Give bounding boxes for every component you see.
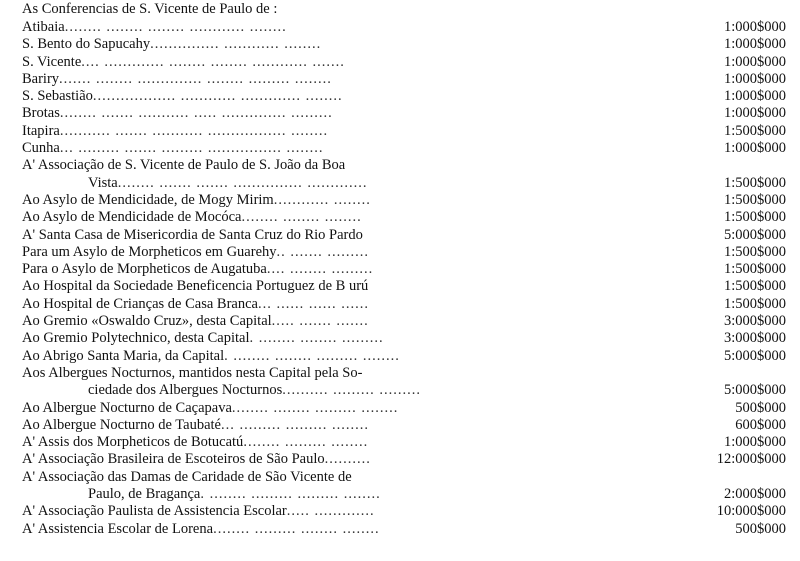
item-amount: 1:500$000 bbox=[723, 243, 786, 260]
item-label: A' Associação de S. Vicente de Paulo de S. João da Boa bbox=[22, 157, 346, 174]
item-label: S. Bento do Sapucahy bbox=[22, 36, 151, 53]
donation-list bbox=[22, 19, 788, 538]
item-label: Atibaia bbox=[22, 19, 65, 35]
item-amount: 2:000$000 bbox=[723, 486, 786, 503]
item-amount: 5:000$000 bbox=[723, 347, 786, 364]
list-item bbox=[22, 503, 788, 520]
item-amount: 1:000$000 bbox=[723, 140, 786, 157]
dot-leader: ..... ....... ....... bbox=[271, 313, 369, 330]
dot-leader: ..... ............. bbox=[286, 503, 375, 520]
list-item bbox=[22, 434, 788, 451]
item-label: Ao Gremio Polytechnico, desta Capital bbox=[22, 330, 250, 347]
item-label: A' Santa Casa de Misericordia de Santa Cruz do Rio Pardo bbox=[22, 226, 363, 243]
dot-leader: ........ ........ ........ bbox=[241, 209, 362, 226]
item-label: A' Assis dos Morpheticos de Botucatú bbox=[22, 434, 244, 451]
list-item bbox=[22, 54, 788, 71]
item-amount: 1:000$000 bbox=[723, 19, 786, 35]
item-amount: 12:000$000 bbox=[716, 451, 786, 468]
item-amount: 1:000$000 bbox=[723, 88, 786, 105]
list-item bbox=[22, 382, 788, 399]
item-amount: 600$000 bbox=[735, 416, 786, 433]
list-heading: As Conferencias de S. Vicente de Paulo de : bbox=[22, 1, 278, 17]
item-amount: 1:500$000 bbox=[723, 295, 786, 312]
item-amount: 1:500$000 bbox=[723, 122, 786, 139]
item-amount: 1:500$000 bbox=[723, 174, 786, 191]
list-item bbox=[22, 261, 788, 278]
list-item bbox=[22, 36, 788, 53]
list-item bbox=[22, 105, 788, 122]
dot-leader: .......... ......... ......... bbox=[282, 382, 421, 399]
list-item bbox=[22, 417, 788, 434]
item-label: Ao Asylo de Mendicidade, de Mogy Mirim bbox=[22, 191, 274, 208]
item-amount: 10:000$000 bbox=[716, 503, 786, 520]
list-item bbox=[22, 209, 788, 226]
dot-leader: . ........ ......... ......... ........ bbox=[200, 486, 381, 503]
item-amount: 500$000 bbox=[735, 520, 786, 537]
item-amount: 500$000 bbox=[735, 399, 786, 416]
list-item bbox=[22, 365, 788, 382]
item-amount: 3:000$000 bbox=[723, 330, 786, 347]
item-label: Ao Albergue Nocturno de Caçapava bbox=[22, 399, 232, 416]
list-item bbox=[22, 330, 788, 347]
list-item bbox=[22, 486, 788, 503]
item-amount: 1:000$000 bbox=[723, 53, 786, 70]
item-label: S. Vicente bbox=[22, 53, 82, 70]
item-amount: 1:500$000 bbox=[723, 209, 786, 226]
dot-leader: .... ............. ........ ........ ............ ....... bbox=[81, 53, 345, 70]
item-amount: 5:000$000 bbox=[723, 382, 786, 399]
item-label: Cunha bbox=[22, 140, 60, 157]
list-item bbox=[22, 71, 788, 88]
list-item bbox=[22, 400, 788, 417]
item-amount: 1:000$000 bbox=[723, 105, 786, 122]
list-item bbox=[22, 348, 788, 365]
item-label: Bariry bbox=[22, 70, 60, 87]
list-item bbox=[22, 192, 788, 209]
item-label: Ao Asylo de Mendicidade de Mocóca bbox=[22, 209, 242, 226]
dot-leader: . ........ ........ ......... bbox=[249, 330, 384, 347]
list-item bbox=[22, 140, 788, 157]
dot-leader: .. ....... ......... bbox=[276, 243, 370, 260]
dot-leader: ....... ........ .............. ........ ......... ........ bbox=[59, 70, 332, 87]
item-amount: 1:500$000 bbox=[723, 278, 786, 295]
item-amount: 1:500$000 bbox=[723, 261, 786, 278]
item-label: Brotas bbox=[22, 105, 60, 122]
item-label: A' Associação Brasileira de Escoteiros de São Paulo bbox=[22, 451, 325, 468]
item-label: Para o Asylo de Morpheticos de Augatuba bbox=[22, 261, 267, 278]
list-item bbox=[22, 469, 788, 486]
item-label: Aos Albergues Nocturnos, mantidos nesta Capital pela So- bbox=[22, 364, 363, 381]
dot-leader: ........ ....... ........... ..... .............. ......... bbox=[59, 105, 333, 122]
dot-leader: ........ ....... ....... ............... ............. bbox=[117, 174, 368, 191]
list-item bbox=[22, 296, 788, 313]
item-label: Ao Hospital da Sociedade Beneficencia Portuguez de B urú bbox=[22, 278, 369, 295]
list-item bbox=[22, 278, 788, 295]
item-label: ciedade dos Albergues Nocturnos bbox=[88, 382, 283, 399]
list-item bbox=[22, 175, 788, 192]
item-label: A' Associação das Damas de Caridade de São Vicente de bbox=[22, 468, 352, 485]
item-label: Ao Hospital de Crianças de Casa Branca bbox=[22, 295, 258, 312]
item-amount: 1:000$000 bbox=[723, 434, 786, 451]
dot-leader: ........ ......... ........ ........ bbox=[213, 520, 380, 537]
list-item bbox=[22, 244, 788, 261]
list-item bbox=[22, 227, 788, 244]
list-item bbox=[22, 88, 788, 105]
dot-leader: . ........ ........ ......... ........ bbox=[224, 347, 400, 364]
item-label: Para um Asylo de Morpheticos em Guarehy bbox=[22, 243, 277, 260]
item-amount: 5:000$000 bbox=[723, 226, 786, 243]
dot-leader: .................. ............ ............. ........ bbox=[92, 88, 343, 105]
dot-leader: ... ...... ...... ...... bbox=[257, 295, 369, 312]
dot-leader: ........ ........ ........ ............ ........ bbox=[64, 19, 287, 35]
dot-leader: .......... bbox=[324, 451, 371, 468]
dot-leader: ... ......... ....... ......... ................ ........ bbox=[59, 140, 324, 157]
item-amount: 3:000$000 bbox=[723, 313, 786, 330]
item-amount: 1:000$000 bbox=[723, 70, 786, 87]
list-item bbox=[22, 451, 788, 468]
dot-leader: ........... ....... ........... ................. ........ bbox=[59, 122, 329, 139]
item-label: Ao Abrigo Santa Maria, da Capital bbox=[22, 347, 225, 364]
item-label: Vista bbox=[88, 174, 118, 191]
dot-leader: ........ ........ ......... ........ bbox=[231, 399, 399, 416]
item-label: A' Associação Paulista de Assistencia Escolar bbox=[22, 503, 287, 520]
item-label: Ao Gremio «Oswaldo Cruz», desta Capital bbox=[22, 313, 272, 330]
item-amount: 1:500$000 bbox=[723, 191, 786, 208]
dot-leader: ............ ........ bbox=[273, 191, 371, 208]
item-label: Itapira bbox=[22, 122, 60, 139]
list-item bbox=[22, 313, 788, 330]
dot-leader: ... ......... ......... ........ bbox=[220, 416, 369, 433]
list-item bbox=[22, 123, 788, 140]
item-amount: 1:000$000 bbox=[723, 36, 786, 53]
dot-leader: ............... ............ ........ bbox=[150, 36, 322, 53]
dot-leader: .... ........ ......... bbox=[266, 261, 374, 278]
dot-leader: ........ ......... ........ bbox=[243, 434, 369, 451]
item-label: S. Sebastião bbox=[22, 88, 93, 105]
item-label: Ao Albergue Nocturno de Taubaté bbox=[22, 416, 221, 433]
item-label: A' Assistencia Escolar de Lorena bbox=[22, 520, 214, 537]
list-item bbox=[22, 157, 788, 174]
list-item bbox=[22, 521, 788, 538]
list-item bbox=[22, 19, 788, 36]
item-label: Paulo, de Bragança bbox=[88, 486, 201, 503]
